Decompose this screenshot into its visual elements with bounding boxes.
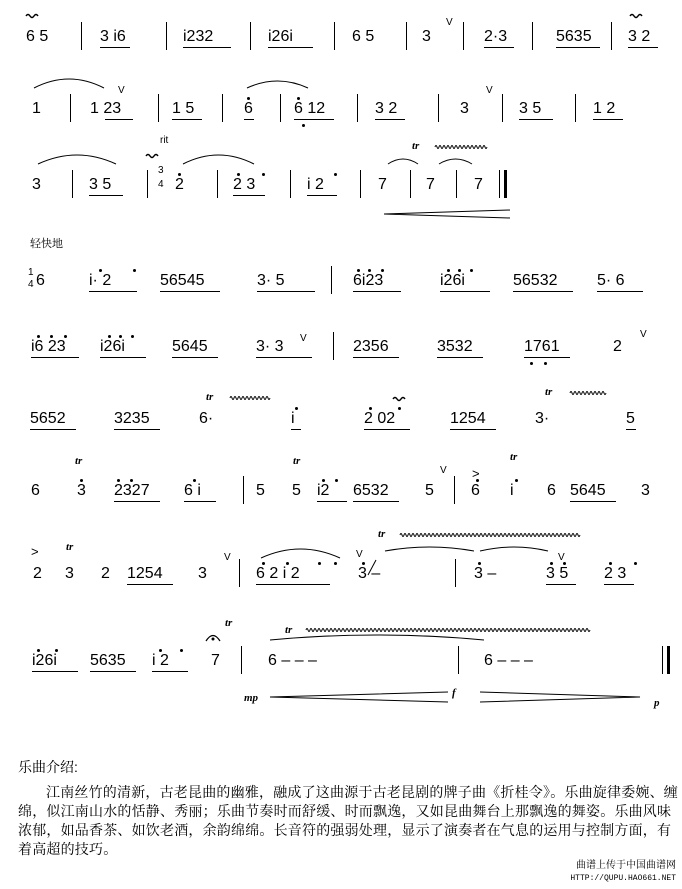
octave-dot xyxy=(362,562,365,565)
trill-line xyxy=(400,534,580,537)
beam-underline xyxy=(183,47,231,48)
accent-mark: > xyxy=(472,466,480,481)
slur xyxy=(38,155,116,164)
beam-underline xyxy=(172,357,218,358)
barline xyxy=(532,22,533,50)
note-group: 5 xyxy=(425,482,434,499)
note-group: 5635 xyxy=(90,652,126,669)
beam-underline xyxy=(513,291,573,292)
trill-label: tr xyxy=(412,140,420,152)
barline xyxy=(147,170,148,198)
breath-mark: V xyxy=(300,333,307,344)
octave-dot xyxy=(297,97,300,100)
note-group: 6 2 i 2 xyxy=(256,565,300,582)
trill-line xyxy=(570,392,606,395)
beam-underline xyxy=(32,671,78,672)
mordent-mark xyxy=(630,15,642,18)
note-group: 3 i6 xyxy=(100,28,126,45)
octave-dot xyxy=(37,335,40,338)
beam-underline xyxy=(257,291,315,292)
barline xyxy=(662,646,663,674)
note-group: 2 xyxy=(101,565,110,582)
barline xyxy=(243,476,244,504)
trill-line xyxy=(230,397,270,400)
slur xyxy=(183,155,254,164)
octave-dot xyxy=(193,479,196,482)
barline xyxy=(575,94,576,122)
note-group: 5635 xyxy=(556,28,592,45)
octave-dot xyxy=(478,562,481,565)
note-group: 2 xyxy=(613,338,622,355)
beam-underline xyxy=(524,357,570,358)
note-group: 1 23 xyxy=(90,100,122,117)
octave-dot xyxy=(117,479,120,482)
barline xyxy=(158,94,159,122)
octave-dot xyxy=(369,407,372,410)
note-group: 3 xyxy=(77,482,86,499)
beam-underline xyxy=(484,47,514,48)
note-group: 2 02 xyxy=(364,410,396,427)
dynamic-mp: mp xyxy=(244,692,259,704)
beam-underline xyxy=(291,429,301,430)
beam-underline xyxy=(519,119,553,120)
beam-underline xyxy=(89,195,123,196)
octave-dot xyxy=(64,335,67,338)
meter-bottom: 4 xyxy=(28,279,34,290)
note-group: 56545 xyxy=(160,272,205,289)
note-group: 1254 xyxy=(127,565,163,582)
octave-dot xyxy=(247,97,250,100)
beam-underline xyxy=(364,429,410,430)
octave-dot xyxy=(530,362,533,365)
beam-underline xyxy=(127,584,173,585)
beam-underline xyxy=(556,47,600,48)
beam-underline xyxy=(256,357,312,358)
octave-dot xyxy=(262,173,265,176)
note-group: 2 xyxy=(175,176,184,193)
note-group: 3235 xyxy=(114,410,150,427)
slur xyxy=(385,547,474,551)
note-group: i6 23 xyxy=(31,338,66,355)
final-barline xyxy=(667,646,670,674)
trill-label: tr xyxy=(510,451,518,463)
note-group: 3· 3 xyxy=(256,338,284,355)
beam-underline xyxy=(375,119,405,120)
slur xyxy=(439,159,472,164)
note-group: 56532 xyxy=(513,272,558,289)
breath-mark: V xyxy=(440,465,447,476)
beam-underline xyxy=(626,429,636,430)
note-group: 6i23 xyxy=(353,272,384,289)
breath-mark: V xyxy=(558,552,565,563)
octave-dot xyxy=(108,335,111,338)
barline xyxy=(334,22,335,50)
note-group: 6 xyxy=(36,272,45,289)
beam-underline xyxy=(353,291,401,292)
beam-underline xyxy=(256,584,330,585)
beam-underline xyxy=(31,357,79,358)
dynamic-f: f xyxy=(452,687,456,699)
note-group: 3· xyxy=(535,410,550,427)
note-group: i232 xyxy=(183,28,214,45)
note-group: 6 – – – xyxy=(268,652,317,669)
barline xyxy=(456,170,457,198)
octave-dot xyxy=(159,649,162,652)
note-group: 7 xyxy=(211,652,220,669)
octave-dot xyxy=(131,335,134,338)
note-group: i2 xyxy=(317,482,330,499)
barline xyxy=(455,559,456,587)
note-group: 7 xyxy=(378,176,387,193)
octave-dot xyxy=(609,562,612,565)
barline xyxy=(454,476,455,504)
note-group: 1 5 xyxy=(172,100,195,117)
barline xyxy=(357,94,358,122)
note-group: i xyxy=(510,482,514,499)
rit-label: rit xyxy=(160,135,169,146)
note-group: i26i xyxy=(100,338,125,355)
note-group: 6 12 xyxy=(294,100,326,117)
final-barline xyxy=(504,170,507,198)
barline xyxy=(166,22,167,50)
intro-section xyxy=(18,758,678,859)
octave-dot xyxy=(334,562,337,565)
octave-dot xyxy=(50,335,53,338)
barline xyxy=(333,332,334,360)
beam-underline xyxy=(450,429,496,430)
beam-underline xyxy=(244,119,254,120)
octave-dot xyxy=(458,269,461,272)
trill-label: tr xyxy=(285,624,293,636)
octave-dot xyxy=(302,124,305,127)
breath-mark: V xyxy=(356,549,363,560)
note-group: 3 xyxy=(32,176,41,193)
beam-underline xyxy=(100,357,146,358)
note-group: 3 xyxy=(198,565,207,582)
note-group: 2 xyxy=(33,565,42,582)
beam-underline xyxy=(172,119,202,120)
note-group: 6 5 xyxy=(26,28,49,45)
note-group: 2 3 xyxy=(604,565,627,582)
octave-dot xyxy=(133,269,136,272)
beam-underline xyxy=(184,501,216,502)
note-group: 6· xyxy=(199,410,214,427)
fermata-dot xyxy=(212,638,215,641)
octave-dot xyxy=(334,173,337,176)
beam-underline xyxy=(570,501,616,502)
breath-mark: V xyxy=(118,85,125,96)
note-group: 3 5 xyxy=(89,176,112,193)
beam-underline xyxy=(353,357,399,358)
octave-dot xyxy=(286,562,289,565)
note-group: 3 2 xyxy=(375,100,398,117)
beam-underline xyxy=(90,671,136,672)
note-group: 6 xyxy=(244,100,253,117)
barline xyxy=(360,170,361,198)
beam-underline xyxy=(307,195,337,196)
meter-top: 1 xyxy=(28,267,34,278)
note-group: 3· 5 xyxy=(257,272,285,289)
note-group: i 2 xyxy=(152,652,169,669)
octave-dot xyxy=(515,479,518,482)
slur xyxy=(270,635,484,640)
octave-dot xyxy=(262,562,265,565)
slur xyxy=(34,79,104,88)
beam-underline xyxy=(233,195,265,196)
footer-url: HTTP://QUPU.HAO661.NET xyxy=(570,874,676,883)
breath-mark: V xyxy=(486,85,493,96)
note-group: 3 5 xyxy=(519,100,542,117)
beam-underline xyxy=(114,429,160,430)
octave-dot xyxy=(180,649,183,652)
octave-dot xyxy=(550,562,553,565)
grace-label: 3 xyxy=(158,165,164,176)
note-group: i· 2 xyxy=(89,272,112,289)
note-group: 5 xyxy=(626,410,635,427)
note-group: 1761 xyxy=(524,338,560,355)
breath-mark: V xyxy=(446,17,453,28)
beam-underline xyxy=(294,119,334,120)
note-group: i26i xyxy=(32,652,57,669)
beam-underline xyxy=(160,291,220,292)
note-group: 2356 xyxy=(353,338,389,355)
note-group: 3 xyxy=(460,100,469,117)
tempo-marking: 轻快地 xyxy=(30,238,63,250)
trill-line xyxy=(435,146,487,149)
beam-underline xyxy=(437,357,483,358)
crescendo-hairpin xyxy=(384,210,510,218)
beam-underline xyxy=(628,47,658,48)
beam-underline xyxy=(317,501,347,502)
barline xyxy=(406,22,407,50)
note-group: 3 xyxy=(641,482,650,499)
note-group: 5645 xyxy=(570,482,606,499)
note-group: 5 xyxy=(292,482,301,499)
barline xyxy=(70,94,71,122)
barline xyxy=(502,94,503,122)
intro-title: 乐曲介绍: xyxy=(18,759,78,775)
beam-underline xyxy=(105,119,133,120)
note-group: 5645 xyxy=(172,338,208,355)
octave-dot xyxy=(80,479,83,482)
note-group: 6 xyxy=(547,482,556,499)
beam-underline xyxy=(353,501,399,502)
octave-dot xyxy=(398,407,401,410)
diminuendo-hairpin xyxy=(480,692,640,702)
breath-mark: V xyxy=(640,329,647,340)
beam-underline xyxy=(604,584,634,585)
note-group: 6 xyxy=(31,482,40,499)
beam-underline xyxy=(114,501,160,502)
octave-dot xyxy=(295,407,298,410)
barline xyxy=(217,170,218,198)
octave-dot xyxy=(99,269,102,272)
octave-dot xyxy=(318,562,321,565)
note-group: 5652 xyxy=(30,410,66,427)
grace-meter: 4 xyxy=(158,179,164,190)
octave-dot xyxy=(237,173,240,176)
octave-dot xyxy=(470,269,473,272)
note-group: 2·3 xyxy=(484,28,508,45)
octave-dot xyxy=(119,335,122,338)
note-group: 3 – xyxy=(474,565,497,582)
note-group: 5· 6 xyxy=(597,272,625,289)
note-group: 3 xyxy=(65,565,74,582)
beam-underline xyxy=(440,291,490,292)
barline xyxy=(499,170,500,198)
trill-label: tr xyxy=(293,455,301,467)
octave-dot xyxy=(55,649,58,652)
note-group: 2 3 xyxy=(233,176,256,193)
beam-underline xyxy=(268,47,313,48)
note-group: 6 – – – xyxy=(484,652,533,669)
note-group: 6 5 xyxy=(352,28,375,45)
note-group: 7 xyxy=(474,176,483,193)
barline xyxy=(458,646,459,674)
note-group: i xyxy=(291,410,295,427)
note-group: 6 i xyxy=(184,482,201,499)
note-group: 1 xyxy=(32,100,41,117)
trill-label: tr xyxy=(545,386,553,398)
note-group: 3 2 xyxy=(628,28,651,45)
octave-dot xyxy=(178,173,181,176)
octave-dot xyxy=(447,269,450,272)
trill-line xyxy=(306,629,590,632)
barline xyxy=(250,22,251,50)
barline xyxy=(410,170,411,198)
barline xyxy=(611,22,612,50)
beam-underline xyxy=(89,291,137,292)
octave-dot xyxy=(357,269,360,272)
beam-underline xyxy=(546,584,576,585)
barline xyxy=(222,94,223,122)
note-group: 5 xyxy=(256,482,265,499)
barline xyxy=(72,170,73,198)
beam-underline xyxy=(30,429,76,430)
mordent-mark xyxy=(393,398,405,401)
beam-underline xyxy=(100,47,130,48)
octave-dot xyxy=(544,362,547,365)
barline xyxy=(280,94,281,122)
note-group: 6 xyxy=(471,482,480,499)
barline xyxy=(81,22,82,50)
dynamic-p: p xyxy=(654,697,660,709)
note-group: 7 xyxy=(426,176,435,193)
slur xyxy=(247,81,308,88)
note-group: i 2 xyxy=(307,176,324,193)
barline xyxy=(239,559,240,587)
note-group: 3 5 xyxy=(546,565,569,582)
trill-label: tr xyxy=(206,391,214,403)
mordent-mark xyxy=(146,155,158,158)
trill-label: tr xyxy=(225,617,233,629)
octave-dot xyxy=(634,562,637,565)
footer-site: 曲谱上传于中国曲谱网 xyxy=(576,860,676,871)
barline xyxy=(290,170,291,198)
note-group: 6532 xyxy=(353,482,389,499)
breath-mark: V xyxy=(224,552,231,563)
accent-mark: > xyxy=(31,544,39,559)
intro-text: 江南丝竹的清新，古老昆曲的幽雅，融成了这曲源于古老昆剧的牌子曲《折桂令》。乐曲旋律委婉、缠绵，似江南山水的恬静、秀丽；乐曲节奏时而舒缓、时而飘逸，又如昆曲舞台上那飘逸的舞姿。乐曲风味浓郁，如品香茶、如饮老酒，余韵绵绵。长音符的强弱处理，显示了演奏者在气息的运用与控制方面，有着高超的技巧。 xyxy=(18,784,678,857)
slur xyxy=(480,547,548,551)
barline xyxy=(438,94,439,122)
beam-underline xyxy=(152,671,188,672)
octave-dot xyxy=(368,269,371,272)
octave-dot xyxy=(37,649,40,652)
note-group: i26i xyxy=(268,28,293,45)
barline xyxy=(241,646,242,674)
note-group: 3532 xyxy=(437,338,473,355)
note-group: 3 xyxy=(422,28,431,45)
barline xyxy=(463,22,464,50)
note-group: i26i xyxy=(440,272,465,289)
note-group: 3 – xyxy=(358,565,381,582)
trill-label: tr xyxy=(66,541,74,553)
note-group: 2327 xyxy=(114,482,150,499)
trill-label: tr xyxy=(378,528,386,540)
octave-dot xyxy=(335,479,338,482)
crescendo-hairpin xyxy=(270,692,448,702)
beam-underline xyxy=(597,291,643,292)
octave-dot xyxy=(322,479,325,482)
slur xyxy=(388,159,418,164)
slur xyxy=(261,549,340,558)
beam-underline xyxy=(593,119,623,120)
mordent-mark xyxy=(26,15,38,18)
octave-dot xyxy=(381,269,384,272)
note-group: 1254 xyxy=(450,410,486,427)
trill-label: tr xyxy=(75,455,83,467)
barline xyxy=(331,266,332,294)
note-group: 1 2 xyxy=(593,100,616,117)
octave-dot xyxy=(130,479,133,482)
